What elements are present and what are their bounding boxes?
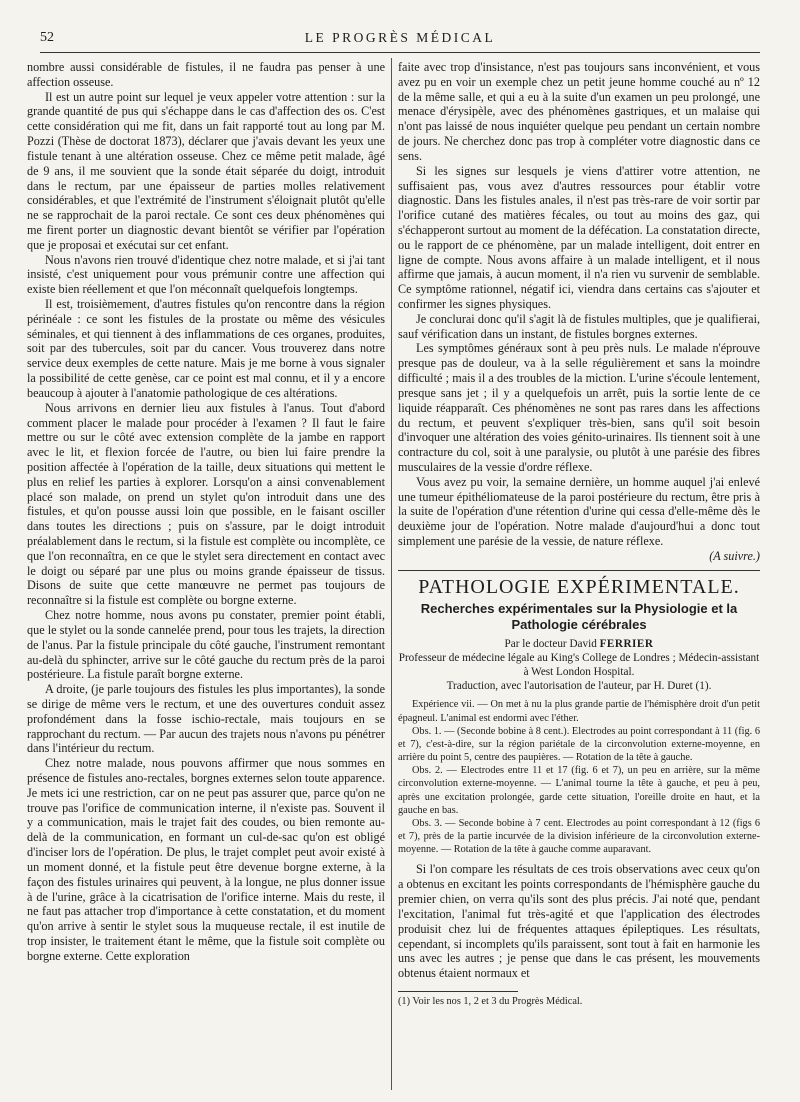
experiment-block bbox=[398, 698, 760, 856]
footnote-rule bbox=[398, 991, 518, 992]
running-title: LE PROGRÈS MÉDICAL bbox=[304, 30, 496, 45]
footnote: (1) Voir les nos 1, 2 et 3 du Progrès Médical. bbox=[398, 995, 583, 1007]
paragraph: Il est, troisièmement, d'autres fistules qu'on rencontre dans la région périnéale : ce sont les fistules de la prostate ou même des vésicules séminales, et qui tiennent à des inflammations de ces organes, produites, soit par des tubercules, soit par du cancer. Vous trouverez dans notre service deux exemples de cette nature. Mais je me borne à vous signaler la possibilité de cette genèse, car ce point est mal connu, et il y a encore beaucoup à ajouter à l'anatomie pathologique de ces altérations. bbox=[27, 297, 385, 400]
author-affiliation: Professeur de médecine légale au King's College de Londres ; Médecin-assistant à West London Hospital. bbox=[398, 652, 760, 679]
observation-text: Obs. 3. — Seconde bobine à 7 cent. Electrodes au point correspondant à 12 (figs 6 et 7), près de la partie incurvée de la division inférieure de la circonvolution externe-moyenne. — Rotation de la tête à gauche comme auparavant. bbox=[398, 817, 760, 856]
author-name: FERRIER bbox=[599, 638, 654, 651]
paragraph: Je conclurai donc qu'il s'agit là de fistules multiples, que je qualifierai, sauf vérification dans un instant, de fistules borgnes externes. bbox=[398, 311, 760, 341]
observation-text: Obs. 1. — (Seconde bobine à 8 cent.). Electrodes au point correspondant à 11 (fig. 6 et 7), c'est-à-dire, sur la région pariétale de la circonvolution externe-moyenne, en arrière du point 5, centre des paupières. — Rotation de la tête à gauche. bbox=[398, 725, 760, 764]
paragraph: Nous arrivons en dernier lieu aux fistules à l'anus. Tout d'abord comment placer le malade pour procéder à l'examen ? Il faut le faire mettre ou sur le côté avec extension complète de la jambe en rapport avec le lit, et flexion forcée de l'autre, ou bien lui faire prendre la position affectée à l'opération de la taille, deux situations qui mettent le plus en relief les parties à explorer. Lorsqu'on a ainsi convenablement placé son malade, on prend un stylet qu'on introduit dans une des fistules, et qu'on pousse aussi loin que possible, en le faisant osciller dans toutes les directions ; puis on s'assure, par le doigt introduit préalablement dans le rectum, si la fistule est complète ou incomplète, ce que l'on reconnaîtra, en ce que le stylet sera directement en contact avec le doigt ou séparé par une plus ou moins grande épaisseur de tissus. Disons de suite que cette manœuvre ne permet pas toujours de reconnaître si la fistule est complète ou borgne externe. bbox=[27, 400, 385, 608]
column-divider bbox=[391, 58, 392, 1090]
paragraph: A droite, (je parle toujours des fistules les plus importantes), la sonde se dirige de même vers le rectum, et une des ouvertures conduit assez profondément dans la fosse ischio-rectale, mais toujours en se rapprochant du rectum. — Par aucun des trajets nous n'avons pu pénétrer dans l'intérieur du rectum. bbox=[27, 682, 385, 756]
paragraph: Chez notre malade, nous pouvons affirmer que nous sommes en présence de fistules ano-rectales, borgnes externes selon toute apparence. Je mets ici une restriction, car on ne peut pas assurer que, parce qu'on ne trouve pas l'orifice de communication interne, il n'existe pas. Souvent il y a communication, mais le trajet fait des coudes, ou bien remonte au-delà de la communication, en formant un cul-de-sac qu'on est obligé d'inciser lors de l'opération. De plus, le trajet complet peut avoir existé à un moment donné, et la fistule peut être devenue borgne externe, à la façon des fistules urinaires qui peuvent, à la longue, ne plus donner issue à de l'urine, grâce à la cicatrisation de l'orifice interne. Mais du reste, il ne faut pas attacher trop d'importance à cette constatation, et du moment qu'on arrive à sentir le stylet sous la muqueuse rectale, il est inutile de trop insister, le traitement étant le même, que la fistule soit complète ou borgne externe. Cette exploration bbox=[27, 756, 385, 963]
paragraph: Si l'on compare les résultats de ces trois observations avec ceux qu'on a obtenus en excitant les points correspondants de l'hémisphère gauche du premier chien, on verra qu'ils sont des plus précis. J'ai noté que, pendant l'excitation, l'animal fut très-agité et que l'application des électrodes produisit chez lui de fréquentes attaques épileptiques. Les résultats, cependant, si incomplets qu'ils paraissent, sont tout à fait en harmonie les uns avec les autres ; je pense que dans le cas présent, les mouvements obtenus étaient normaux et bbox=[398, 862, 760, 981]
translator-credit: Traduction, avec l'autorisation de l'auteur, par H. Duret (1). bbox=[446, 680, 712, 693]
article-title: Recherches expérimentales sur la Physiologie et la Pathologie cérébrales bbox=[420, 600, 738, 633]
paragraph: nombre aussi considérable de fistules, il ne faudra pas penser à une affection osseuse. bbox=[27, 60, 385, 89]
paragraph: Les symptômes généraux sont à peu près nuls. Le malade n'éprouve presque pas de douleur, va à la selle régulièrement et sans la moindre difficulté ; mais il a des troubles de la miction. L'urine s'écoule lentement, presque sans jet ; il y a quelquefois un arrêt, puis la sortie lente de ce liquide réapparaît. Ces phénomènes ne sont pas rares dans les affections du rectum, et peuvent s'expliquer très-bien, sans qu'il soit besoin d'invoquer une altération des voies génito-urinaires. Ils tiennent soit à une contracture du col, soit à une paralysie, ou plutôt à une parésie des fibres musculaires de la vessie d'ordre réflexe. bbox=[398, 341, 760, 474]
to-be-continued: (A suivre.) bbox=[709, 548, 760, 563]
paragraph: Si les signes sur lesquels je viens d'attirer votre attention, ne suffisaient pas, vous avez d'autres ressources pour établir votre diagnostic. Dans les fistules anales, il n'est pas très-rare de voir sortir par l'orifice cutané des matières fécales, ou tout au moins des gaz, qui s'échapperont surtout au moment de la défécation. La constatation directe, ou le rapport de ce phénomène, par un malade intelligent, doit entrer en ligne de compte. Nous avons affaire à un malade intelligent, et il nous affirme que jamais, à aucun moment, il n'a rien vu survenir de semblable. Ce symptôme rationnel, négatif ici, viendra dans certains cas s'ajouter et confirmer les signes physiques. bbox=[398, 163, 760, 311]
page-number: 52 bbox=[40, 30, 54, 45]
byline bbox=[398, 637, 760, 651]
section-title: PATHOLOGIE EXPÉRIMENTALE. bbox=[418, 575, 740, 598]
section-rule bbox=[398, 570, 760, 571]
paragraph: faite avec trop d'insistance, n'est pas toujours sans inconvénient, et vous avez pu en voir un exemple chez un petit jeune homme couché au nº 12 de la même salle, et qui a eu à la suite d'un examen un peu prolongé, une menace d'érysipèle, avec des phénomènes gastriques, et un malaise qui n'ont pas laissé de nous inquiéter quelque peu pendant un certain nombre de jours. Ne cherchez donc pas trop à compléter votre diagnostic dans ce sens. bbox=[398, 60, 760, 163]
paragraph: Il est un autre point sur lequel je veux appeler votre attention : sur la grande quantité de pus qui s'échappe dans le cas d'affection des os. C'est cette considération qui me fit, dans un fait rapporté tout au long par M. Pozzi (Thèse de doctorat 1873), déclarer que j'avais devant les yeux une fistule tenant à une altération osseuse. Chez ce même petit malade, âgé de 9 ans, il me souvient que la sonde était séparée du doigt, introduit dans le rectum, par une épaisseur de parties molles relativement considérables, et que l'extrémité de l'instrument s'éloignait plutôt qu'elle ne se rapprochait de la paroi rectale. Ce sont ces deux phénomènes qui me firent porter un diagnostic devant bientôt se vérifier par l'opération que je proposai et exécutai sur cet enfant. bbox=[27, 89, 385, 252]
page-header bbox=[40, 28, 760, 50]
experiment-text: Expérience vii. — On met à nu la plus grande partie de l'hémisphère droit d'un petit épagneul. L'animal est endormi avec l'éther. bbox=[398, 699, 760, 724]
paragraph: Vous avez pu voir, la semaine dernière, un homme auquel j'ai enlevé une tumeur épithéliomateuse de la paroi postérieure du rectum, être pris à la suite de l'opération d'une rétention d'urine qui cessa d'elle-même dès le deuxième jour de l'opération. Notre malade d'aujourd'hui a donc tout simplement une parésie de la vessie, de nature réflexe. bbox=[398, 474, 760, 548]
left-column bbox=[27, 60, 385, 1090]
byline-prefix: Par le docteur David bbox=[504, 638, 597, 651]
paragraph: Nous n'avons rien trouvé d'identique chez notre malade, et si j'ai tant insisté, c'est uniquement pour vous prémunir contre une affection qui existe bien réellement et que l'on méconnaît quelquefois longtemps. bbox=[27, 252, 385, 297]
right-column bbox=[398, 60, 760, 1090]
paragraph: Chez notre homme, nous avons pu constater, premier point établi, que le stylet ou la sonde cannelée prend, pour tous les trajets, la direction de l'anus. Par la fistule principale du côté gauche, l'instrument remontant au-delà du sphincter, arrive sur le côté gauche du rectum près de la paroi postérieure. La fistule paraît borgne externe. bbox=[27, 608, 385, 682]
header-rule bbox=[40, 52, 760, 53]
observation-text: Obs. 2. — Electrodes entre 11 et 17 (fig. 6 et 7), un peu en arrière, sur la même circonvolution externe-moyenne. — L'animal tourne la tête à gauche, et peu à peu, après une excitation prolongée, garde cette situation, l'oreille droite en haut, et la gauche en bas. bbox=[398, 765, 760, 816]
